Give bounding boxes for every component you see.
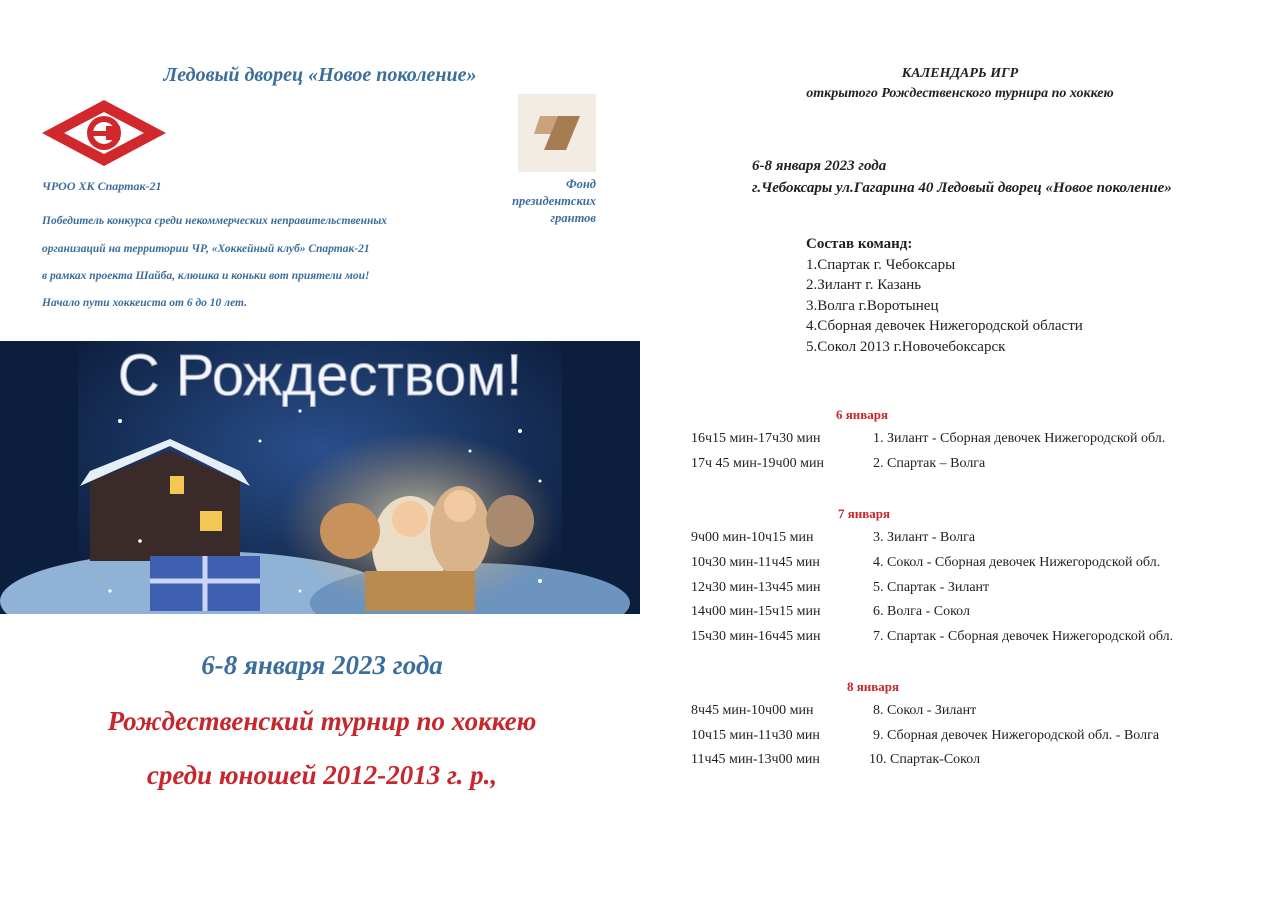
game-match: 7. Спартак - Сборная девочек Нижегородской обл.	[873, 629, 1174, 644]
game-match: 10. Спартак-Сокол	[869, 752, 981, 767]
team-item: 2.Зилант г. Казань	[806, 277, 922, 293]
club-name: ЧРОО ХК Спартак-21	[42, 179, 162, 193]
tournament-title: Рождественский турнир по хоккею	[107, 706, 537, 736]
teams-list	[806, 234, 1083, 357]
christmas-banner	[0, 341, 640, 614]
game-time: 11ч45 мин-13ч00 мин	[691, 752, 820, 767]
description-line: в рамках проекта Шайба, клюшка и коньки вот приятели мои!	[42, 270, 370, 282]
game-time: 10ч15 мин-11ч30 мин	[691, 728, 820, 743]
game-time: 12ч30 мин-13ч45 мин	[691, 580, 821, 595]
calendar-heading: КАЛЕНДАРЬ ИГР	[901, 66, 1019, 81]
left-date: 6-8 января 2023 года	[201, 650, 443, 680]
game-time: 14ч00 мин-15ч15 мин	[691, 604, 821, 619]
team-item: 5.Сокол 2013 г.Новочебоксарск	[806, 338, 1006, 355]
game-time: 17ч 45 мин-19ч00 мин	[691, 456, 824, 471]
spartak-logo-icon	[40, 98, 168, 168]
calendar-title	[680, 64, 1240, 104]
game-match: 5. Спартак - Зилант	[873, 580, 990, 595]
tournament-dates: 6-8 января 2023 года	[752, 158, 887, 174]
description-line: Начало пути хоккеиста от 6 до 10 лет.	[42, 297, 247, 309]
fund-caption	[470, 176, 596, 227]
fund-caption-line: грантов	[550, 211, 596, 225]
game-match: 8. Сокол - Зилант	[873, 703, 977, 718]
game-time: 16ч15 мин-17ч30 мин	[691, 431, 821, 446]
game-match: 9. Сборная девочек Нижегородской обл. - Волга	[873, 728, 1160, 743]
game-match: 3. Зилант - Волга	[873, 530, 976, 545]
team-item: 3.Волга г.Воротынец	[806, 297, 939, 314]
fund-caption-line: Фонд	[565, 177, 596, 191]
description-line: организаций на территории ЧР, «Хоккейный клуб» Спартак-21	[42, 243, 370, 255]
teams-header: Состав команд:	[806, 236, 913, 252]
day-header: 6 января	[836, 407, 889, 422]
presidential-grants-fund-icon	[518, 94, 596, 172]
game-match: 1. Зилант - Сборная девочек Нижегородской обл.	[873, 431, 1166, 446]
left-title: Ледовый дворец «Новое поколение»	[163, 64, 477, 86]
calendar-subheading: открытого Рождественского турнира по хоккею	[806, 86, 1114, 101]
game-match: 6. Волга - Сокол	[873, 604, 970, 619]
game-time: 8ч45 мин-10ч00 мин	[691, 703, 814, 718]
game-time: 15ч30 мин-16ч45 мин	[691, 629, 821, 644]
team-item: 1.Спартак г. Чебоксары	[806, 256, 956, 273]
game-match: 2. Спартак – Волга	[873, 456, 986, 471]
nativity-scene-image	[0, 341, 640, 614]
tournament-venue: г.Чебоксары ул.Гагарина 40 Ледовый дворец «Новое поколение»	[752, 180, 1172, 196]
fund-caption-line: президентских	[512, 194, 596, 208]
day-header: 7 января	[838, 506, 891, 521]
game-time: 10ч30 мин-11ч45 мин	[691, 555, 820, 570]
tournament-subtitle: среди юношей 2012-2013 г. р.,	[146, 760, 498, 790]
day-header: 8 января	[847, 679, 900, 694]
game-time: 9ч00 мин-10ч15 мин	[691, 530, 814, 545]
banner-greeting: С Рождеством!	[117, 343, 523, 408]
game-match: 4. Сокол - Сборная девочек Нижегородской обл.	[873, 555, 1161, 570]
team-item: 4.Сборная девочек Нижегородской области	[806, 318, 1083, 334]
description-line: Победитель конкурса среди некоммерческих неправительственных	[42, 215, 388, 227]
